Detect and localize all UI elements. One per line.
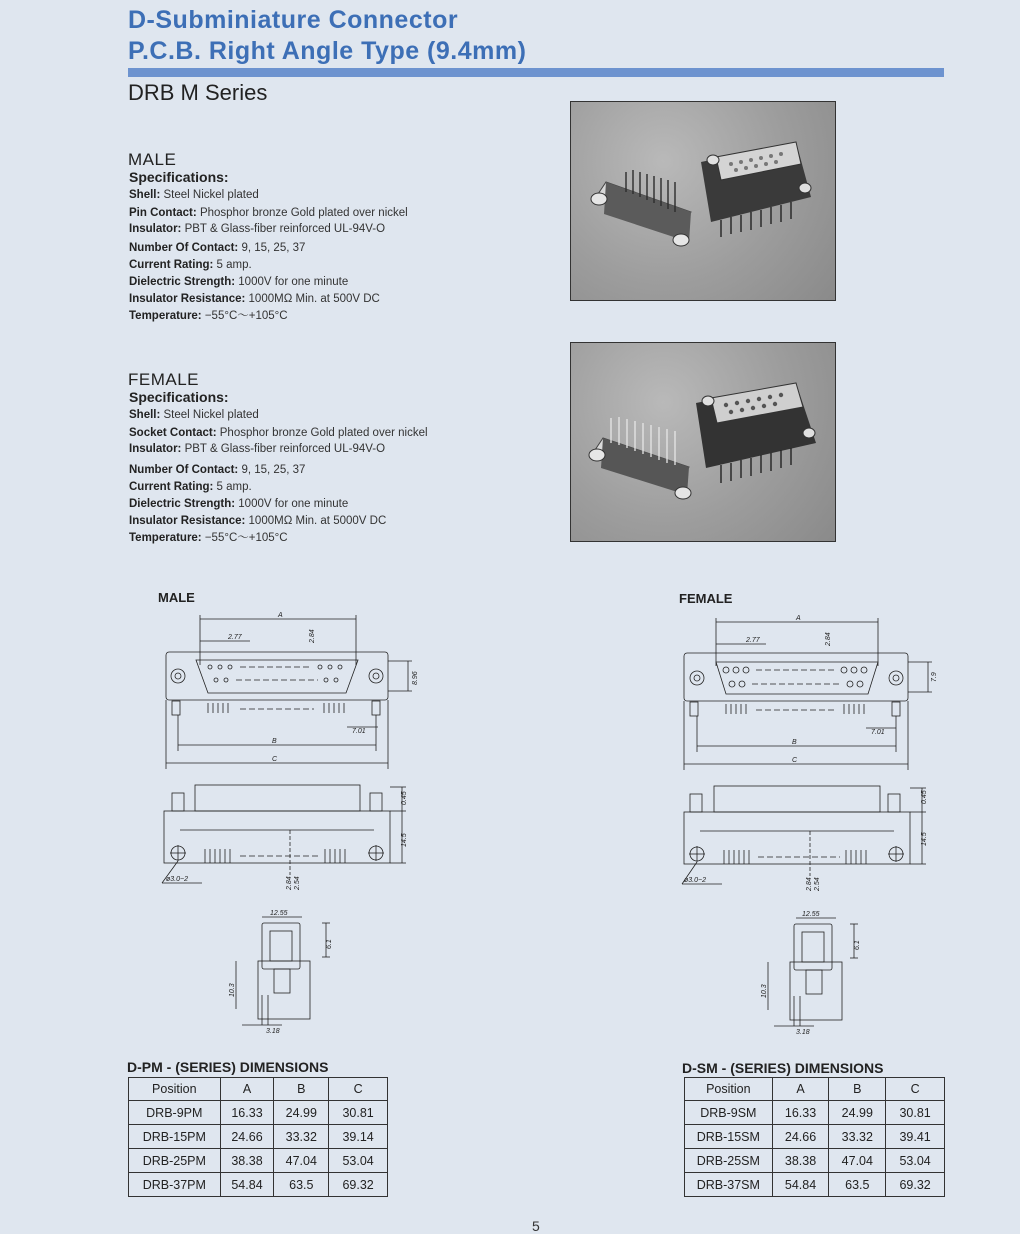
female-spec-shell: Shell: Steel Nickel plated (129, 409, 259, 421)
table-cell: 54.84 (772, 1173, 829, 1197)
female-dim-284: 2.84 (825, 632, 832, 646)
female-dim-a: A (796, 615, 801, 622)
female-spec-resistance: Insulator Resistance: 1000MΩ Min. at 5000V DC (129, 515, 387, 527)
male-dim-103: 10.3 (229, 983, 236, 997)
male-spec-resistance: Insulator Resistance: 1000MΩ Min. at 500V DC (129, 293, 380, 305)
table-row (129, 1125, 388, 1149)
column-header: Position (685, 1078, 773, 1101)
table-header-row (129, 1078, 388, 1101)
table-cell: 16.33 (220, 1101, 274, 1125)
table-cell: 38.38 (220, 1149, 274, 1173)
female-dim-318: 3.18 (796, 1029, 810, 1036)
female-dim-hole: ø3.0−2 (684, 877, 706, 884)
male-drawing-label: MALE (158, 590, 195, 605)
female-spec-insulator: Insulator: PBT & Glass-fiber reinforced UL-94V-O (129, 443, 386, 455)
column-header: A (772, 1078, 829, 1101)
table-header-row (685, 1078, 945, 1101)
table-cell: DRB-25PM (129, 1149, 221, 1173)
series-name: DRB M Series (128, 80, 268, 105)
female-dim-045: 0.45 (921, 790, 928, 804)
male-dim-701: 7.01 (352, 728, 366, 735)
column-header: A (220, 1078, 274, 1101)
table-cell: 54.84 (220, 1173, 274, 1197)
pm-dimensions-table (128, 1077, 388, 1197)
male-connector-photo (570, 101, 836, 301)
male-dim-1255: 12.55 (270, 910, 288, 917)
table-cell: DRB-15PM (129, 1125, 221, 1149)
male-dim-045: 0.45 (401, 791, 408, 805)
female-technical-drawing (670, 606, 960, 1046)
column-header: Position (129, 1078, 221, 1101)
column-header: B (274, 1078, 329, 1101)
table-cell: 53.04 (886, 1149, 945, 1173)
table-cell: DRB-37PM (129, 1173, 221, 1197)
table-cell: 47.04 (274, 1149, 329, 1173)
table-cell: 69.32 (329, 1173, 388, 1197)
female-photo-illustration (571, 343, 835, 541)
female-dim-254: 2.54 (814, 877, 821, 891)
male-spec-shell: Shell: Steel Nickel plated (129, 189, 259, 201)
female-heading: FEMALE (128, 370, 200, 389)
table-cell: 39.14 (329, 1125, 388, 1149)
female-spec-temperature: Temperature: −55°C～+105°C (129, 532, 288, 544)
sm-table-title: D-SM - (SERIES) DIMENSIONS (682, 1060, 884, 1076)
table-cell: 30.81 (886, 1101, 945, 1125)
female-spec-number: Number Of Contact: 9, 15, 25, 37 (129, 464, 306, 476)
table-cell: 69.32 (886, 1173, 945, 1197)
male-dim-145: 14.5 (401, 833, 408, 847)
table-row (129, 1173, 388, 1197)
table-cell: DRB-9PM (129, 1101, 221, 1125)
table-cell: 53.04 (329, 1149, 388, 1173)
male-spec-insulator: Insulator: PBT & Glass-fiber reinforced UL-94V-O (129, 223, 386, 235)
table-row (129, 1101, 388, 1125)
male-spec-number: Number Of Contact: 9, 15, 25, 37 (129, 242, 306, 254)
table-cell: 33.32 (829, 1125, 886, 1149)
table-cell: 63.5 (829, 1173, 886, 1197)
title-line-1: D-Subminiature Connector (128, 6, 459, 34)
table-cell: 24.66 (220, 1125, 274, 1149)
table-cell: 38.38 (772, 1149, 829, 1173)
female-dim-145: 14.5 (921, 832, 928, 846)
female-dim-277: 2.77 (746, 637, 760, 644)
female-drawing-label: FEMALE (679, 591, 733, 606)
male-photo-illustration (571, 102, 835, 300)
female-dim-c: C (792, 757, 798, 764)
male-spec-temperature: Temperature: −55°C～+105°C (129, 310, 288, 322)
column-header: C (329, 1078, 388, 1101)
table-cell: 24.99 (274, 1101, 329, 1125)
pm-table-title: D-PM - (SERIES) DIMENSIONS (127, 1059, 329, 1075)
table-row (129, 1149, 388, 1173)
table-cell: 33.32 (274, 1125, 329, 1149)
female-dim-103: 10.3 (761, 984, 768, 998)
male-spec-current: Current Rating: 5 amp. (129, 259, 252, 271)
table-cell: DRB-37SM (685, 1173, 773, 1197)
male-spec-contact: Pin Contact: Phosphor bronze Gold plated over nickel (129, 207, 408, 219)
male-dim-b: B (272, 738, 277, 745)
male-dim-hole: ø3.0−2 (166, 876, 188, 883)
table-cell: DRB-15SM (685, 1125, 773, 1149)
table-row (685, 1149, 945, 1173)
female-spec-dielectric: Dielectric Strength: 1000V for one minute (129, 498, 349, 510)
column-header: B (829, 1078, 886, 1101)
female-connector-photo (570, 342, 836, 542)
female-dim-1255: 12.55 (802, 911, 820, 918)
female-dim-61: 6.1 (854, 940, 861, 950)
table-row (685, 1101, 945, 1125)
table-cell: 24.99 (829, 1101, 886, 1125)
title-rule (128, 68, 944, 77)
female-dim-284b: 2.84 (806, 877, 813, 891)
male-dim-61: 6.1 (326, 939, 333, 949)
female-spec-contact: Socket Contact: Phosphor bronze Gold plated over nickel (129, 427, 428, 439)
table-cell: 16.33 (772, 1101, 829, 1125)
table-cell: 39.41 (886, 1125, 945, 1149)
male-dim-896: 8.96 (412, 671, 419, 685)
column-header: C (886, 1078, 945, 1101)
male-heading: MALE (128, 150, 177, 169)
table-row (685, 1125, 945, 1149)
table-cell: DRB-25SM (685, 1149, 773, 1173)
sm-dimensions-table (684, 1077, 945, 1197)
table-cell: 47.04 (829, 1149, 886, 1173)
table-cell: 63.5 (274, 1173, 329, 1197)
male-spec-dielectric: Dielectric Strength: 1000V for one minute (129, 276, 349, 288)
female-dim-79: 7.9 (931, 672, 938, 682)
male-technical-drawing (150, 605, 440, 1045)
female-spec-current: Current Rating: 5 amp. (129, 481, 252, 493)
table-cell: DRB-9SM (685, 1101, 773, 1125)
female-dim-701: 7.01 (871, 729, 885, 736)
male-dim-318: 3.18 (266, 1028, 280, 1035)
male-dim-277: 2.77 (228, 634, 242, 641)
male-dim-254: 2.54 (294, 876, 301, 890)
male-dim-a: A (278, 612, 283, 619)
title-line-2: P.C.B. Right Angle Type (9.4mm) (128, 37, 527, 65)
female-spec-heading: Specifications: (129, 389, 229, 405)
male-dim-284b: 2.84 (286, 876, 293, 890)
female-dim-b: B (792, 739, 797, 746)
male-dim-284: 2.84 (309, 629, 316, 643)
table-row (685, 1173, 945, 1197)
table-cell: 30.81 (329, 1101, 388, 1125)
male-dim-c: C (272, 756, 278, 763)
table-cell: 24.66 (772, 1125, 829, 1149)
page-number: 5 (532, 1218, 540, 1234)
male-spec-heading: Specifications: (129, 169, 229, 185)
